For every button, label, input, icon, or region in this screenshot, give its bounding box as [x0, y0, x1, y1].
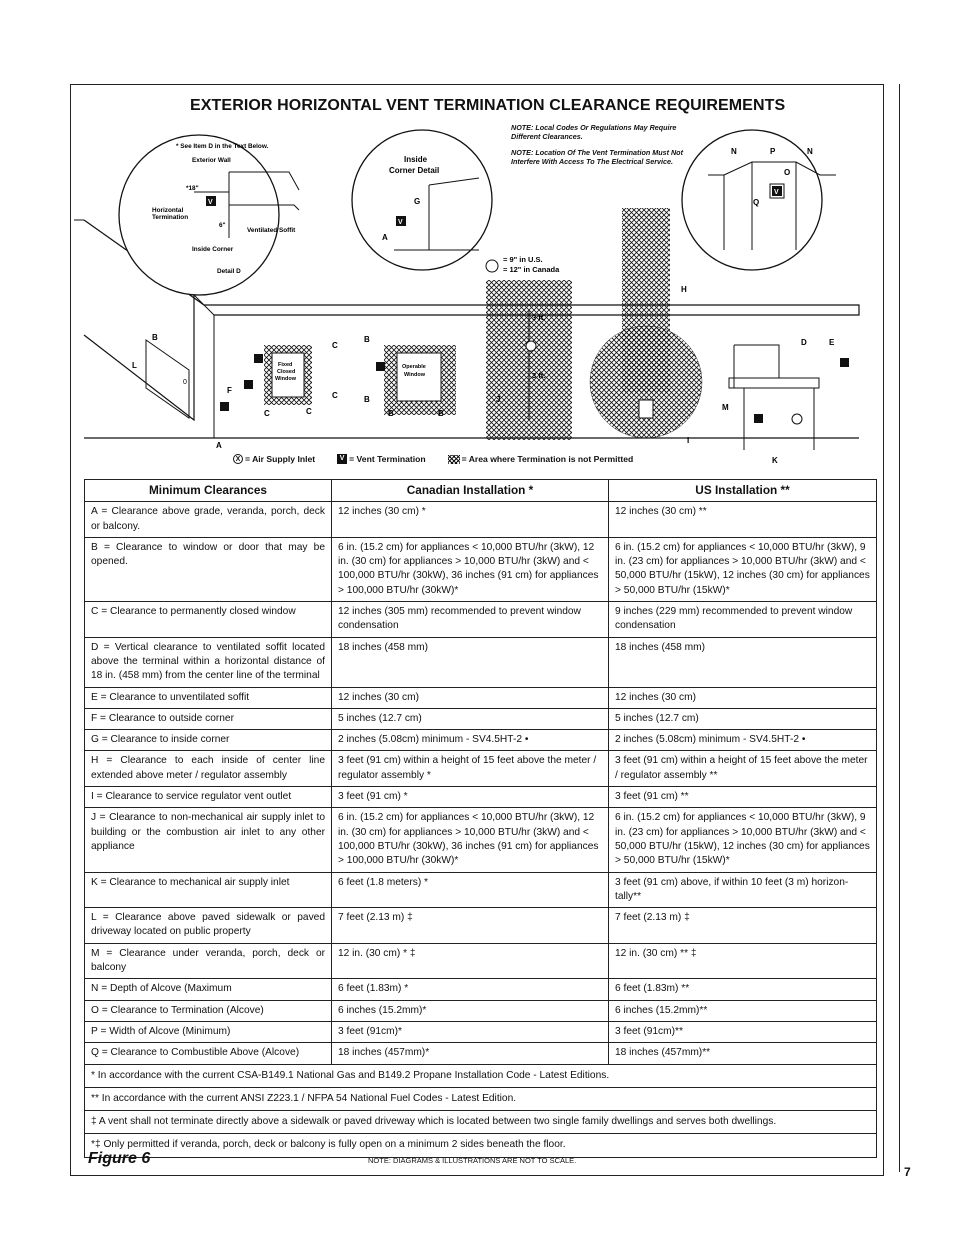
header-us: US Installation ** [609, 480, 877, 502]
svg-text:Operable: Operable [402, 364, 426, 370]
table-row [85, 502, 877, 538]
air-inlet-icon: X [233, 454, 243, 464]
table-row [85, 708, 877, 729]
svg-text:J: J [496, 395, 501, 404]
svg-text:Corner Detail: Corner Detail [389, 166, 440, 175]
table-row [85, 872, 877, 908]
hatch-area-icon [448, 455, 460, 464]
svg-text:A: A [216, 441, 222, 450]
svg-text:P: P [770, 147, 776, 156]
canadian-cell: 6 in. (15.2 cm) for appliances < 10,000 BTU/hr (3kW), 12 in. (30 cm) for appliances > 10,000 BTU/hr (3kW) and < 100,000 BTU/hr (30kW), 36 inches (91 cm) for appliances > 100,000 BTU/hr (30kW)* [332, 537, 609, 601]
canadian-cell: 6 feet (1.83m) * [332, 979, 609, 1000]
svg-text:6": 6" [219, 222, 226, 229]
table-row [85, 637, 877, 687]
us-cell: 18 inches (458 mm) [609, 637, 877, 687]
canadian-cell: 3 feet (91 cm) within a height of 15 feet above the meter / regulator assembly * [332, 751, 609, 787]
table-row [85, 537, 877, 601]
clearance-cell: A = Clearance above grade, veranda, porch, deck or balcony. [85, 502, 332, 538]
table-row [85, 751, 877, 787]
canadian-cell: 6 in. (15.2 cm) for appliances < 10,000 BTU/hr (3kW), 12 in. (30 cm) for appliances > 10,000 BTU/hr (3kW) and < 100,000 BTU/hr (30kW), 36 inches (91 cm) for appliances > 100,000 BTU/hr (30kW)* [332, 808, 609, 872]
svg-text:F: F [227, 386, 232, 395]
table-row [85, 908, 877, 944]
svg-text:Exterior Wall: Exterior Wall [192, 157, 231, 164]
clearance-cell: J = Clearance to non-mechanical air supply inlet to building or the combustion air inlet to any other appliance [85, 808, 332, 872]
svg-text:M: M [722, 403, 729, 412]
canadian-cell: 12 inches (30 cm) [332, 687, 609, 708]
footnote-row [85, 1111, 877, 1134]
header-minimum-clearances: Minimum Clearances [85, 480, 332, 502]
canadian-cell: 2 inches (5.08cm) minimum - SV4.5HT-2 • [332, 730, 609, 751]
clearance-cell: L = Clearance above paved sidewalk or paved driveway located on public property [85, 908, 332, 944]
footnote: * In accordance with the current CSA-B149.1 National Gas and B149.2 Propane Installation Code - Latest Editions. [85, 1064, 877, 1087]
svg-text:Fixed: Fixed [278, 362, 293, 368]
us-cell: 7 feet (2.13 m) ‡ [609, 908, 877, 944]
svg-text:G: G [414, 197, 421, 206]
svg-text:* See Item D in the Text Below: * See Item D in the Text Below. [176, 143, 269, 150]
svg-text:Q: Q [753, 198, 760, 207]
svg-text:Termination: Termination [152, 214, 189, 221]
clearance-cell: C = Clearance to permanently closed window [85, 602, 332, 638]
table-header-row [85, 480, 877, 502]
clearance-cell: K = Clearance to mechanical air supply inlet [85, 872, 332, 908]
clearance-cell: P = Width of Alcove (Minimum) [85, 1021, 332, 1042]
svg-text:Detail D: Detail D [217, 268, 241, 275]
clearance-cell: I = Clearance to service regulator vent outlet [85, 787, 332, 808]
scale-note: NOTE: DIAGRAMS & ILLUSTRATIONS ARE NOT TO SCALE. [368, 1156, 577, 1165]
regulator-zone-hatch [590, 326, 702, 438]
svg-text:H: H [681, 285, 687, 294]
us-cell: 18 inches (457mm)** [609, 1043, 877, 1064]
svg-text:= 9" in U.S.: = 9" in U.S. [503, 255, 543, 264]
us-cell: 9 inches (229 mm) recommended to prevent window condensation [609, 602, 877, 638]
svg-text:A: A [382, 233, 388, 242]
svg-text:V: V [208, 199, 213, 206]
table-row [85, 602, 877, 638]
clearance-table [84, 479, 877, 1158]
svg-text:V: V [774, 189, 779, 196]
svg-text:B: B [388, 409, 394, 418]
canadian-cell: 12 inches (305 mm) recommended to prevent window condensation [332, 602, 609, 638]
table-row [85, 687, 877, 708]
clearance-cell: N = Depth of Alcove (Maximum [85, 979, 332, 1000]
canadian-cell: 3 feet (91 cm) * [332, 787, 609, 808]
us-cell: 3 feet (91cm)** [609, 1021, 877, 1042]
svg-text:V: V [398, 219, 403, 226]
margin-rule [899, 84, 900, 1172]
canadian-cell: 18 inches (458 mm) [332, 637, 609, 687]
svg-text:Inside: Inside [404, 155, 428, 164]
legend-vent-termination: = Vent Termination [349, 454, 426, 464]
table-row [85, 787, 877, 808]
table-row [85, 979, 877, 1000]
svg-text:3 ft.: 3 ft. [532, 313, 546, 322]
svg-text:I: I [687, 436, 690, 445]
legend-not-permitted: = Area where Termination is not Permitted [461, 454, 634, 464]
veranda-deck [729, 378, 819, 388]
svg-text:C: C [264, 409, 270, 418]
svg-text:Window: Window [404, 372, 426, 378]
us-cell: 12 inches (30 cm) ** [609, 502, 877, 538]
svg-text:Ventilated Soffit: Ventilated Soffit [247, 227, 296, 234]
clearance-cell: B = Clearance to window or door that may be opened. [85, 537, 332, 601]
svg-text:Inside Corner: Inside Corner [192, 246, 234, 253]
svg-text:C: C [306, 407, 312, 416]
table-row [85, 1000, 877, 1021]
footnote: *‡ Only permitted if veranda, porch, deck or balcony is fully open on a minimum 2 sides beneath the floor. [85, 1134, 877, 1157]
svg-text:Window: Window [275, 376, 297, 382]
page-number: 7 [904, 1165, 911, 1179]
page-title: EXTERIOR HORIZONTAL VENT TERMINATION CLEARANCE REQUIREMENTS [190, 97, 786, 114]
us-cell: 6 in. (15.2 cm) for appliances < 10,000 BTU/hr (3kW), 9 in. (23 cm) for appliances > 10,000 BTU/hr (3kW) and < 50,000 BTU/hr (15kW), 12 inches (30 cm) for appliances > 50,000 BTU/hr (15kW)* [609, 537, 877, 601]
svg-text:B: B [364, 395, 370, 404]
us-cell: 5 inches (12.7 cm) [609, 708, 877, 729]
house-corner-wall [84, 295, 194, 420]
footnote: ‡ A vent shall not terminate directly above a sidewalk or paved driveway which is located between two single family dwellings and serves both dwellings. [85, 1111, 877, 1134]
canadian-cell: 18 inches (457mm)* [332, 1043, 609, 1064]
us-cell: 3 feet (91 cm) above, if within 10 feet (3 m) horizon-tally** [609, 872, 877, 908]
clearance-cell: D = Vertical clearance to ventilated soffit located above the terminal within a horizontal distance of 18 in. (458 mm) from the center line of the terminal [85, 637, 332, 687]
svg-text:D: D [801, 338, 807, 347]
us-cell: 6 in. (15.2 cm) for appliances < 10,000 BTU/hr (3kW), 9 in. (23 cm) for appliances > 10,000 BTU/hr (3kW) and < 50,000 BTU/hr (15kW), 12 inches (30 cm) for appliances > 50,000 BTU/hr (15kW)* [609, 808, 877, 872]
svg-text:C: C [332, 341, 338, 350]
clearance-cell: M = Clearance under veranda, porch, deck or balcony [85, 943, 332, 979]
clearance-cell: O = Clearance to Termination (Alcove) [85, 1000, 332, 1021]
svg-text:*18": *18" [186, 185, 199, 192]
svg-text:C: C [332, 391, 338, 400]
us-cell: 6 feet (1.83m) ** [609, 979, 877, 1000]
svg-text:E: E [829, 338, 835, 347]
table-row [85, 1043, 877, 1064]
us-cell: 6 inches (15.2mm)** [609, 1000, 877, 1021]
us-cell: 3 feet (91 cm) ** [609, 787, 877, 808]
svg-text:B: B [152, 333, 158, 342]
diagram-legend [233, 454, 633, 464]
legend-air-inlet: = Air Supply Inlet [245, 454, 316, 464]
svg-text:= 12" in Canada: = 12" in Canada [503, 265, 560, 274]
us-cell: 12 in. (30 cm) ** ‡ [609, 943, 877, 979]
local-codes-note: NOTE: Local Codes Or Regulations May Require Different Clearances. [511, 123, 677, 141]
footnote-row [85, 1064, 877, 1087]
canadian-cell: 6 inches (15.2mm)* [332, 1000, 609, 1021]
canadian-cell: 7 feet (2.13 m) ‡ [332, 908, 609, 944]
clearance-cell: F = Clearance to outside corner [85, 708, 332, 729]
canadian-cell: 12 in. (30 cm) * ‡ [332, 943, 609, 979]
footnote: ** In accordance with the current ANSI Z223.1 / NFPA 54 National Fuel Codes - Latest Edition. [85, 1087, 877, 1110]
clearance-cell: H = Clearance to each inside of center line extended above meter / regulator assembly [85, 751, 332, 787]
table-row [85, 943, 877, 979]
clearance-cell: G = Clearance to inside corner [85, 730, 332, 751]
canadian-cell: 6 feet (1.8 meters) * [332, 872, 609, 908]
fixed-window [272, 353, 304, 397]
svg-text:L: L [132, 361, 137, 370]
us-cell: 3 feet (91 cm) within a height of 15 feet above the meter / regulator assembly ** [609, 751, 877, 787]
footnote-row [85, 1087, 877, 1110]
svg-text:N: N [807, 147, 813, 156]
svg-text:3 ft.: 3 ft. [532, 371, 546, 380]
clearance-cell: Q = Clearance to Combustible Above (Alcove) [85, 1043, 332, 1064]
svg-text:Closed: Closed [277, 369, 296, 375]
svg-text:B: B [364, 335, 370, 344]
svg-text:K: K [772, 456, 778, 465]
electrical-service-note: NOTE: Location Of The Vent Termination Must Not Interfere With Access To The Electrical Service. [511, 148, 683, 166]
table-row [85, 808, 877, 872]
vent-termination-icon: V [337, 454, 347, 464]
svg-text:0: 0 [183, 379, 187, 386]
canadian-cell: 12 inches (30 cm) * [332, 502, 609, 538]
footnote-row [85, 1134, 877, 1157]
us-cell: 12 inches (30 cm) [609, 687, 877, 708]
inside-corner-circle [352, 130, 492, 270]
canadian-cell: 5 inches (12.7 cm) [332, 708, 609, 729]
table-row [85, 1021, 877, 1042]
svg-text:Horizontal: Horizontal [152, 207, 184, 214]
svg-text:O: O [784, 168, 791, 177]
table-row [85, 730, 877, 751]
svg-text:B: B [438, 409, 444, 418]
canadian-cell: 3 feet (91cm)* [332, 1021, 609, 1042]
header-canadian: Canadian Installation * [332, 480, 609, 502]
svg-text:N: N [731, 147, 737, 156]
figure-label: Figure 6 [88, 1150, 151, 1167]
clearance-cell: E = Clearance to unventilated soffit [85, 687, 332, 708]
us-cell: 2 inches (5.08cm) minimum - SV4.5HT-2 • [609, 730, 877, 751]
